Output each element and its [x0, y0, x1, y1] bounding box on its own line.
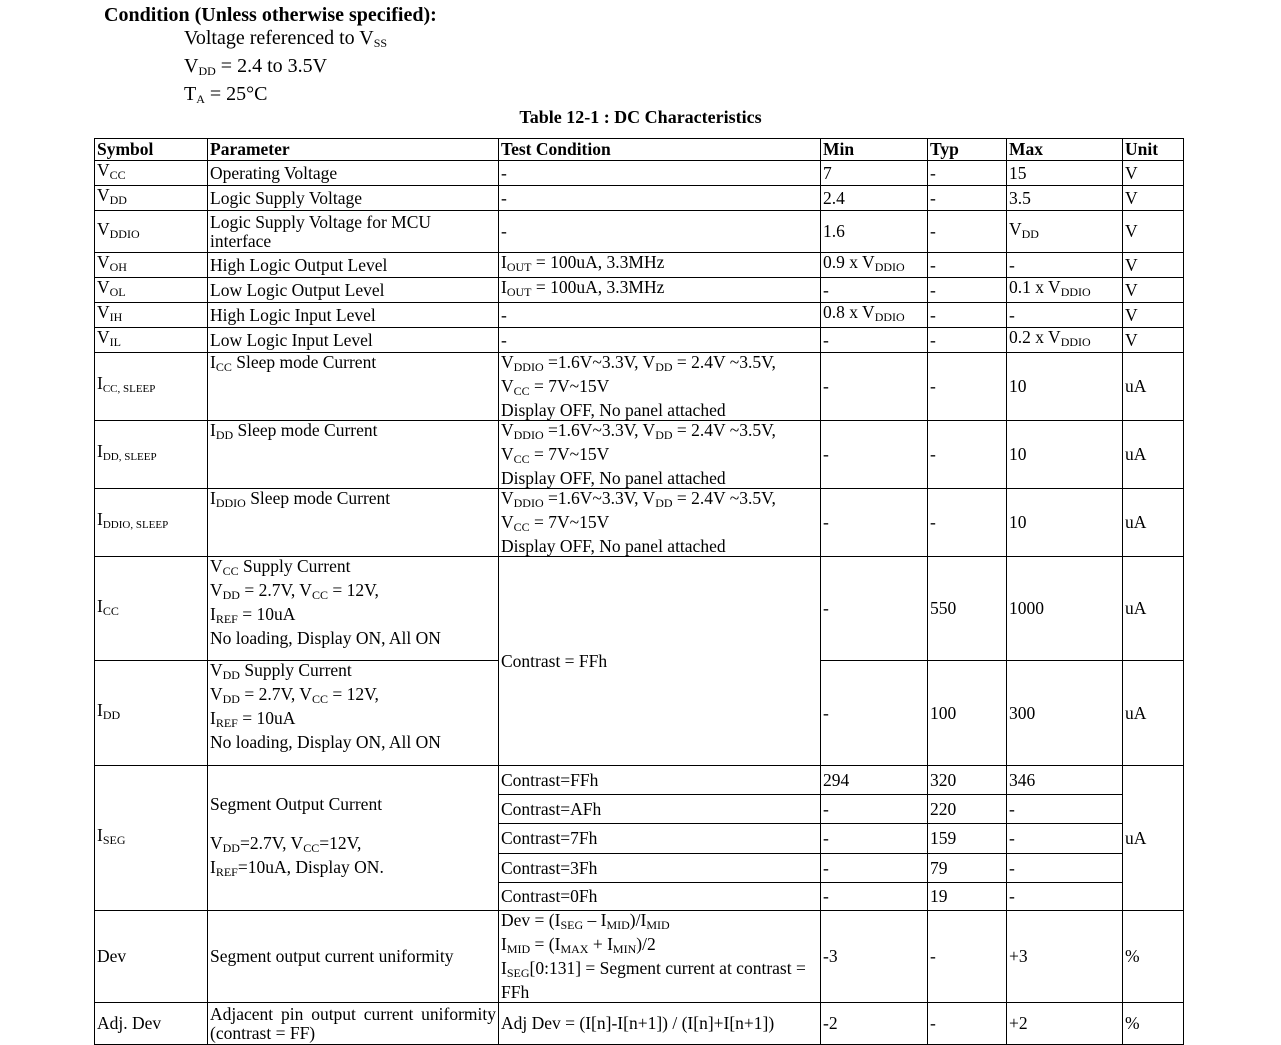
symbol-cell: $V_{DD}$: [95, 186, 208, 211]
unit-cell: uA: [1123, 421, 1184, 489]
typ-cell: -: [928, 489, 1007, 557]
header-cell: Unit: [1123, 139, 1184, 161]
condition-cell: $I_{OUT} = 100uA$, 3.3MHz: [499, 278, 821, 303]
unit-cell: uA: [1123, 661, 1184, 766]
min-cell: 1.6: [821, 211, 928, 253]
symbol-cell: $I_{SEG}$: [95, 766, 208, 911]
typ-cell: 220: [928, 795, 1007, 824]
condition-cell: -: [499, 328, 821, 353]
header-cell: Parameter: [208, 139, 499, 161]
min-cell: -: [821, 328, 928, 353]
min-cell: -2: [821, 1003, 928, 1045]
header-cell: Test Condition: [499, 139, 821, 161]
table-row: [95, 253, 1184, 278]
unit-cell: uA: [1123, 353, 1184, 421]
min-cell: 2.4: [821, 186, 928, 211]
max-cell: $V_{DD}$: [1007, 211, 1123, 253]
unit-cell: V: [1123, 253, 1184, 278]
max-cell: 10: [1007, 353, 1123, 421]
parameter-cell: $V_{CC}$ Supply Current $V_{DD} = 2.7V$, $V_{CC} = 12V$, $I_{REF} = 10uA$ No loading, Display ON, All ON: [208, 557, 499, 661]
unit-cell: V: [1123, 211, 1184, 253]
min-cell: -: [821, 421, 928, 489]
min-cell: 294: [821, 766, 928, 795]
parameter-cell: Operating Voltage: [208, 161, 499, 186]
parameter-cell: Logic Supply Voltage: [208, 186, 499, 211]
min-cell: -: [821, 854, 928, 883]
max-cell: 10: [1007, 421, 1123, 489]
table-row: [95, 421, 1184, 489]
condition-line: $V_{DD} = 2.4$ to 3.5V: [184, 55, 328, 78]
max-cell: 1000: [1007, 557, 1123, 661]
table-row: [95, 328, 1184, 353]
table-row: [95, 353, 1184, 421]
parameter-cell: High Logic Output Level: [208, 253, 499, 278]
symbol-cell: $V_{IL}$: [95, 328, 208, 353]
typ-cell: 100: [928, 661, 1007, 766]
header-row: [95, 139, 1184, 161]
unit-cell: V: [1123, 186, 1184, 211]
symbol-cell: $V_{CC}$: [95, 161, 208, 186]
max-cell: 0.2 x $V_{DDIO}$: [1007, 328, 1123, 353]
parameter-cell: $I_{DDIO}$ Sleep mode Current: [208, 489, 499, 557]
max-cell: -: [1007, 253, 1123, 278]
table-row: [95, 489, 1184, 557]
condition-cell: Contrast=FFh: [499, 766, 821, 795]
parameter-cell: Low Logic Output Level: [208, 278, 499, 303]
min-cell: -: [821, 557, 928, 661]
parameter-cell: Low Logic Input Level: [208, 328, 499, 353]
parameter-cell: $I_{CC}$ Sleep mode Current: [208, 353, 499, 421]
min-cell: 7: [821, 161, 928, 186]
typ-cell: -: [928, 328, 1007, 353]
max-cell: 0.1 x $V_{DDIO}$: [1007, 278, 1123, 303]
symbol-cell: Adj. Dev: [95, 1003, 208, 1045]
condition-cell: -: [499, 161, 821, 186]
condition-cell: $V_{DDIO}$ =1.6V~3.3V, $V_{DD} = 2.4V$ ~3.5V, $V_{CC}$ = 7V~15V Display OFF, No panel attached: [499, 353, 821, 421]
max-cell: 346: [1007, 766, 1123, 795]
unit-cell: uA: [1123, 557, 1184, 661]
table-row: [95, 161, 1184, 186]
header-cell: Typ: [928, 139, 1007, 161]
max-cell: -: [1007, 795, 1123, 824]
typ-cell: 79: [928, 854, 1007, 883]
table-row: [95, 303, 1184, 328]
typ-cell: 320: [928, 766, 1007, 795]
max-cell: +2: [1007, 1003, 1123, 1045]
typ-cell: -: [928, 353, 1007, 421]
parameter-cell: $I_{DD}$ Sleep mode Current: [208, 421, 499, 489]
min-cell: -: [821, 661, 928, 766]
conditions-heading: Condition (Unless otherwise specified):: [104, 4, 437, 26]
symbol-cell: $V_{OL}$: [95, 278, 208, 303]
max-cell: 15: [1007, 161, 1123, 186]
min-cell: -: [821, 883, 928, 911]
typ-cell: 159: [928, 824, 1007, 854]
condition-cell: Contrast = FFh: [499, 557, 821, 766]
typ-cell: -: [928, 278, 1007, 303]
max-cell: 10: [1007, 489, 1123, 557]
condition-cell: Contrast=0Fh: [499, 883, 821, 911]
typ-cell: 550: [928, 557, 1007, 661]
table-row: [95, 186, 1184, 211]
table-row: [95, 766, 1184, 795]
symbol-cell: $I_{CC}$: [95, 557, 208, 661]
parameter-cell: High Logic Input Level: [208, 303, 499, 328]
typ-cell: -: [928, 303, 1007, 328]
parameter-cell: Segment Output Current $V_{DD}=2.7V$, $V_{CC}=12V$, $I_{REF}=10uA$, Display ON.: [208, 766, 499, 911]
condition-cell: -: [499, 186, 821, 211]
condition-line: $T_A = 25^\circ C$: [184, 83, 268, 106]
header-cell: Max: [1007, 139, 1123, 161]
typ-cell: -: [928, 1003, 1007, 1045]
header-cell: Symbol: [95, 139, 208, 161]
typ-cell: -: [928, 161, 1007, 186]
condition-cell: -: [499, 211, 821, 253]
max-cell: -: [1007, 303, 1123, 328]
min-cell: 0.8 x $V_{DDIO}$: [821, 303, 928, 328]
condition-cell: Contrast=7Fh: [499, 824, 821, 854]
symbol-cell: $V_{IH}$: [95, 303, 208, 328]
typ-cell: -: [928, 421, 1007, 489]
unit-cell: %: [1123, 911, 1184, 1003]
symbol-cell: $I_{CC, SLEEP}$: [95, 353, 208, 421]
symbol-cell: $I_{DD}$: [95, 661, 208, 766]
max-cell: -: [1007, 824, 1123, 854]
min-cell: -3: [821, 911, 928, 1003]
parameter-cell: Logic Supply Voltage for MCU interface: [208, 211, 499, 253]
typ-cell: -: [928, 186, 1007, 211]
table-row: [95, 278, 1184, 303]
unit-cell: V: [1123, 278, 1184, 303]
parameter-cell: $V_{DD}$ Supply Current $V_{DD} = 2.7V$, $V_{CC} = 12V$, $I_{REF} = 10uA$ No loading, Display ON, All ON: [208, 661, 499, 766]
symbol-cell: $V_{DDIO}$: [95, 211, 208, 253]
condition-cell: Dev = $(I_{SEG} - I_{MID})/I_{MID}$ $I_{MID} = (I_{MAX} + I_{MIN})/2$ $I_{SEG}[0:131]$ = Segment current at contrast = FFh: [499, 911, 821, 1003]
typ-cell: -: [928, 211, 1007, 253]
max-cell: -: [1007, 883, 1123, 911]
min-cell: -: [821, 489, 928, 557]
table-row: [95, 1003, 1184, 1045]
condition-cell: Contrast=AFh: [499, 795, 821, 824]
conditions-block: [104, 4, 437, 111]
symbol-cell: Dev: [95, 911, 208, 1003]
max-cell: 300: [1007, 661, 1123, 766]
symbol-cell: $I_{DD, SLEEP}$: [95, 421, 208, 489]
table-title: Table 12-1 : DC Characteristics: [519, 107, 762, 127]
min-cell: -: [821, 824, 928, 854]
unit-cell: V: [1123, 161, 1184, 186]
unit-cell: V: [1123, 328, 1184, 353]
typ-cell: -: [928, 253, 1007, 278]
max-cell: 3.5: [1007, 186, 1123, 211]
min-cell: -: [821, 795, 928, 824]
condition-cell: $V_{DDIO}$ =1.6V~3.3V, $V_{DD} = 2.4V$ ~3.5V, $V_{CC}$ = 7V~15V Display OFF, No panel attached: [499, 489, 821, 557]
min-cell: -: [821, 353, 928, 421]
symbol-cell: $I_{DDIO, SLEEP}$: [95, 489, 208, 557]
condition-cell: $V_{DDIO}$ =1.6V~3.3V, $V_{DD} = 2.4V$ ~3.5V, $V_{CC}$ = 7V~15V Display OFF, No panel attached: [499, 421, 821, 489]
unit-cell: uA: [1123, 489, 1184, 557]
unit-cell: V: [1123, 303, 1184, 328]
table-row: [95, 211, 1184, 253]
dc-characteristics-table: [94, 138, 1184, 1045]
min-cell: -: [821, 278, 928, 303]
typ-cell: -: [928, 911, 1007, 1003]
condition-line: Voltage referenced to $V_{SS}$: [184, 27, 388, 50]
max-cell: +3: [1007, 911, 1123, 1003]
symbol-cell: $V_{OH}$: [95, 253, 208, 278]
parameter-cell: Adjacent pin output current uniformity (contrast = FF): [208, 1003, 499, 1045]
parameter-cell: Segment output current uniformity: [208, 911, 499, 1003]
unit-cell: uA: [1123, 766, 1184, 911]
typ-cell: 19: [928, 883, 1007, 911]
condition-cell: Adj Dev = (I[n]-I[n+1]) / (I[n]+I[n+1]): [499, 1003, 821, 1045]
table-row: [95, 557, 1184, 661]
condition-cell: Contrast=3Fh: [499, 854, 821, 883]
min-cell: 0.9 x $V_{DDIO}$: [821, 253, 928, 278]
unit-cell: %: [1123, 1003, 1184, 1045]
header-cell: Min: [821, 139, 928, 161]
condition-cell: $I_{OUT} = 100uA$, 3.3MHz: [499, 253, 821, 278]
condition-cell: -: [499, 303, 821, 328]
max-cell: -: [1007, 854, 1123, 883]
table-row: [95, 911, 1184, 1003]
